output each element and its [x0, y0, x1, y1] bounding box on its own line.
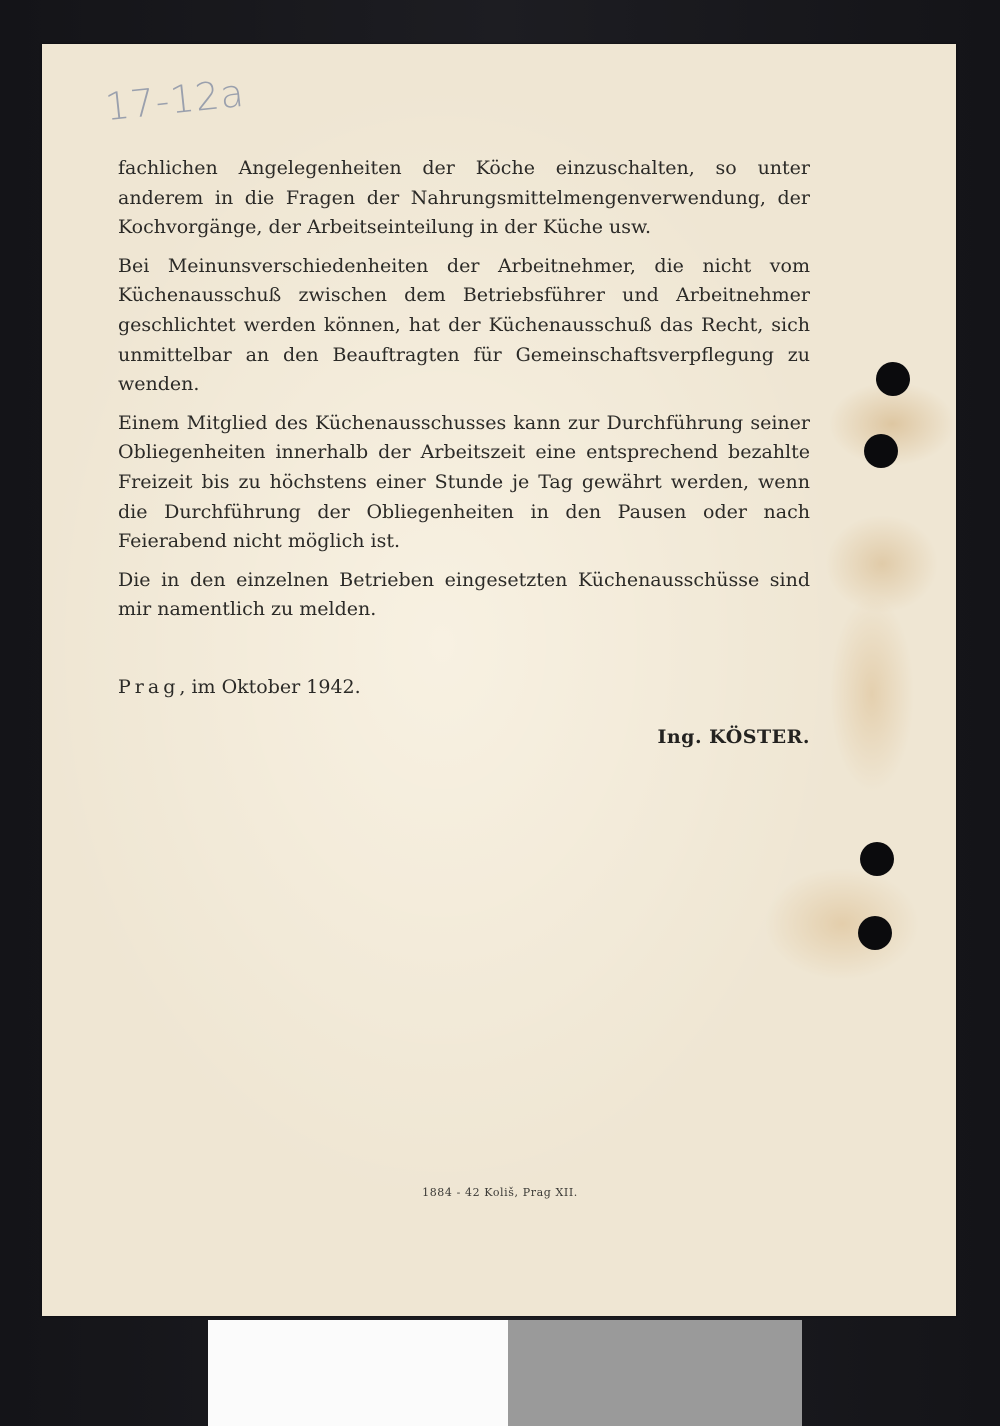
calibration-card-white: [208, 1320, 508, 1426]
place-name: Prag: [118, 676, 180, 698]
punch-hole: [860, 842, 894, 876]
paragraph-2: Bei Meinunsverschiedenheiten der Arbeitnehmer, die nicht vom Küchenausschuß zwischen dem Betriebsführer und Arbeitnehmer geschlichtet werden können, hat der Küchenausschuß das Recht, sich unmittelbar an den Beauftragten für Gemeinschaftsverpflegung zu wenden.: [118, 254, 810, 396]
paragraph-4: Die in den einzelnen Betrieben eingesetzten Küchenausschüsse sind mir namentlich zu melden.: [118, 568, 810, 621]
place-and-date: [118, 676, 361, 698]
calibration-card-grey: [508, 1320, 802, 1426]
punch-hole: [858, 916, 892, 950]
paragraph-1: fachlichen Angelegenheiten der Köche einzuschalten, so unter anderem in die Fragen der Nahrungsmittelmengenverwendung, der Kochvorgänge, der Arbeitseinteilung in der Küche usw.: [118, 157, 810, 239]
handwritten-archive-number: 17-12a: [103, 70, 247, 130]
punch-hole: [864, 434, 898, 468]
signature: Ing. KÖSTER.: [657, 726, 810, 748]
punch-hole: [876, 362, 910, 396]
date-text: , im Oktober 1942.: [179, 676, 361, 698]
paragraph-3: Einem Mitglied des Küchenausschusses kann zur Durchführung seiner Obliegenheiten innerhalb der Arbeitszeit eine entsprechend bezahlte Freizeit bis zu höchstens einer Stunde je Tag gewährt werden, wenn die Durchführung der Obliegenheiten in den Pausen oder nach Feierabend nicht möglich ist.: [118, 411, 810, 553]
printer-imprint: 1884 - 42 Koliš, Prag XII.: [422, 1186, 578, 1199]
body-text: [118, 154, 810, 634]
